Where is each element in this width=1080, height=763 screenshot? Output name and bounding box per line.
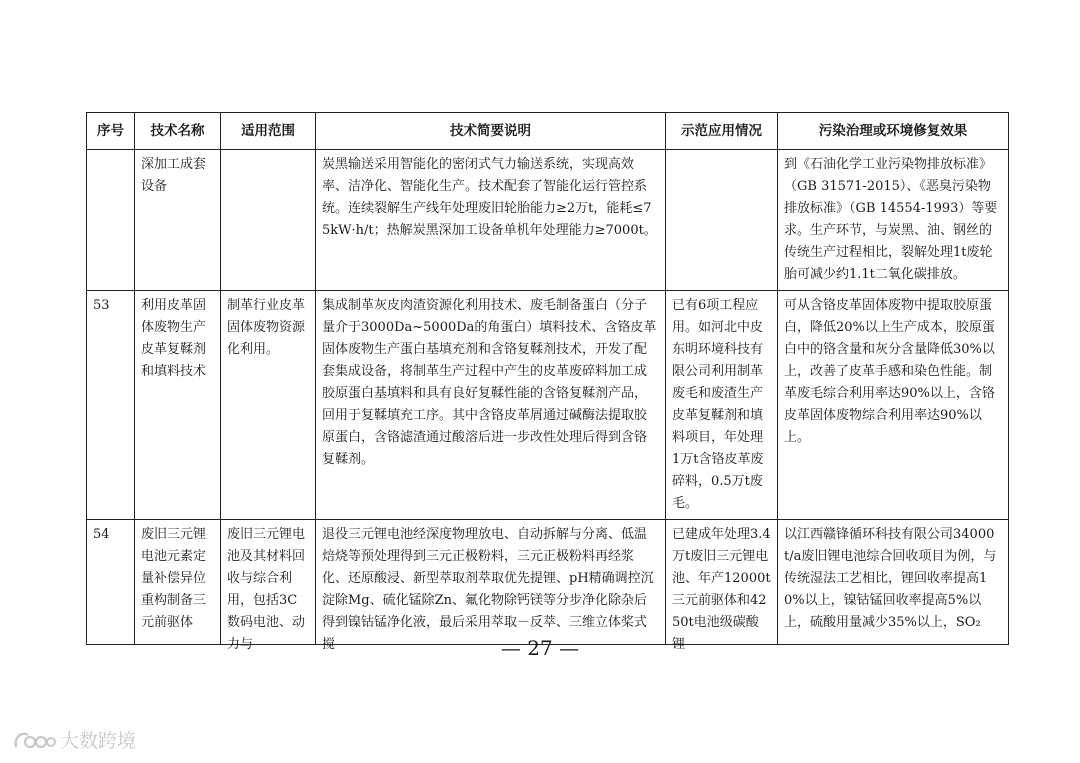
header-scope: 适用范围 — [221, 113, 316, 150]
header-serial: 序号 — [87, 113, 135, 150]
row-description: 退役三元锂电池经深度物理放电、自动拆解与分离、低温焙烧等预处理得到三元正极粉料，三元正极粉料再经浆化、还原酸浸、新型萃取剂萃取优先提锂、pH精确调控沉淀除Mg、硫化锰除Zn、氟化物除钙镁等分步净化除杂后得到镍钴锰净化液，最后采用萃取－反萃、三维立体桨式搅 — [322, 527, 654, 652]
row-tech-name-cell — [135, 520, 221, 645]
header-effect: 污染治理或环境修复效果 — [778, 113, 1009, 150]
watermark — [12, 726, 136, 753]
row-description: 集成制革灰皮肉渣资源化利用技术、废毛制备蛋白（分子量介于3000Da~5000Da的角蛋白）填料技术、含铬皮革固体废物生产蛋白基填充剂和含铬复鞣剂技术，开发了配套集成设备，将制革生产过程中产生的皮革废碎料加工成胶原蛋白基填料和具有良好复鞣性能的含铬复鞣剂产品，回用于复鞣填充工序。其中含铬皮革屑通过碱酶法提取胶原蛋白，含铬滤渣通过酸溶后进一步改性处理后得到含铬复鞣剂。 — [316, 291, 666, 520]
row-demo: 已有6项工程应用。如河北中皮东明环境科技有限公司利用制革废毛和废渣生产皮革复鞣剂和填料项目，年处理1万t含铬皮革废碎料，0.5万t废毛。 — [666, 291, 778, 520]
row-demo — [666, 150, 778, 291]
row-scope — [221, 150, 316, 291]
table-header-row — [87, 113, 1009, 150]
row-effect-cell — [778, 520, 1009, 645]
header-demo: 示范应用情况 — [666, 113, 778, 150]
row-tech-name: 利用皮革固体废物生产皮革复鞣剂和填料技术 — [135, 291, 221, 520]
row-number — [87, 150, 135, 291]
row-effect: 到《石油化学工业污染物排放标准》（GB 31571-2015）、《恶臭污染物排放标准》（GB 14554-1993）等要求。生产环节，与炭黑、油、钢丝的传统生产过程相比，裂解处理1t废轮胎可减少约1.1t二氧化碳排放。 — [778, 150, 1009, 291]
row-tech-name: 废旧三元锂电池元素定量补偿异位重构制备三元前驱体 — [141, 527, 207, 630]
row-description: 炭黑输送采用智能化的密闭式气力输送系统，实现高效率、洁净化、智能化生产。技术配套了智能化运行管控系统。连续裂解生产线年处理废旧轮胎能力≥2万t，能耗≤75kW·h/t；热解炭黑深加工设备单机年处理能力≥7000t。 — [316, 150, 666, 291]
header-tech-name: 技术名称 — [135, 113, 221, 150]
table-row — [87, 150, 1009, 291]
table-row — [87, 520, 1009, 645]
page-number: — 27 — — [500, 636, 580, 660]
watermark-text: 大数跨境 — [60, 730, 137, 752]
row-scope-cell — [221, 520, 316, 652]
row-number: 53 — [87, 291, 135, 520]
brand-logo-icon — [12, 727, 56, 753]
row-demo-cell — [666, 520, 778, 652]
row-number: 54 — [87, 520, 135, 645]
row-effect: 可从含铬皮革固体废物中提取胶原蛋白，降低20%以上生产成本，胶原蛋白中的铬含量和灰分含量降低30%以上，改善了皮革手感和染色性能。制革废毛综合利用率达90%以上，含铬皮革固体废物综合利用率达90%以上。 — [778, 291, 1009, 520]
table-row — [87, 291, 1009, 520]
row-effect: 以江西赣锋循环科技有限公司34000t/a废旧锂电池综合回收项目为例，与传统湿法工艺相比，锂回收率提高10%以上，镍钴锰回收率提高5%以上，硫酸用量减少35%以上，SO₂ — [784, 527, 997, 630]
row-tech-name: 深加工成套设备 — [135, 150, 221, 291]
row-scope: 废旧三元锂电池及其材料回收与综合利用，包括3C数码电池、动力与 — [227, 527, 306, 652]
row-demo: 已建成年处理3.4万t废旧三元锂电池、年产12000t三元前驱体和4250t电池级碳酸锂 — [672, 527, 771, 652]
row-scope: 制革行业皮革固体废物资源化利用。 — [221, 291, 316, 520]
header-description: 技术简要说明 — [316, 113, 666, 150]
